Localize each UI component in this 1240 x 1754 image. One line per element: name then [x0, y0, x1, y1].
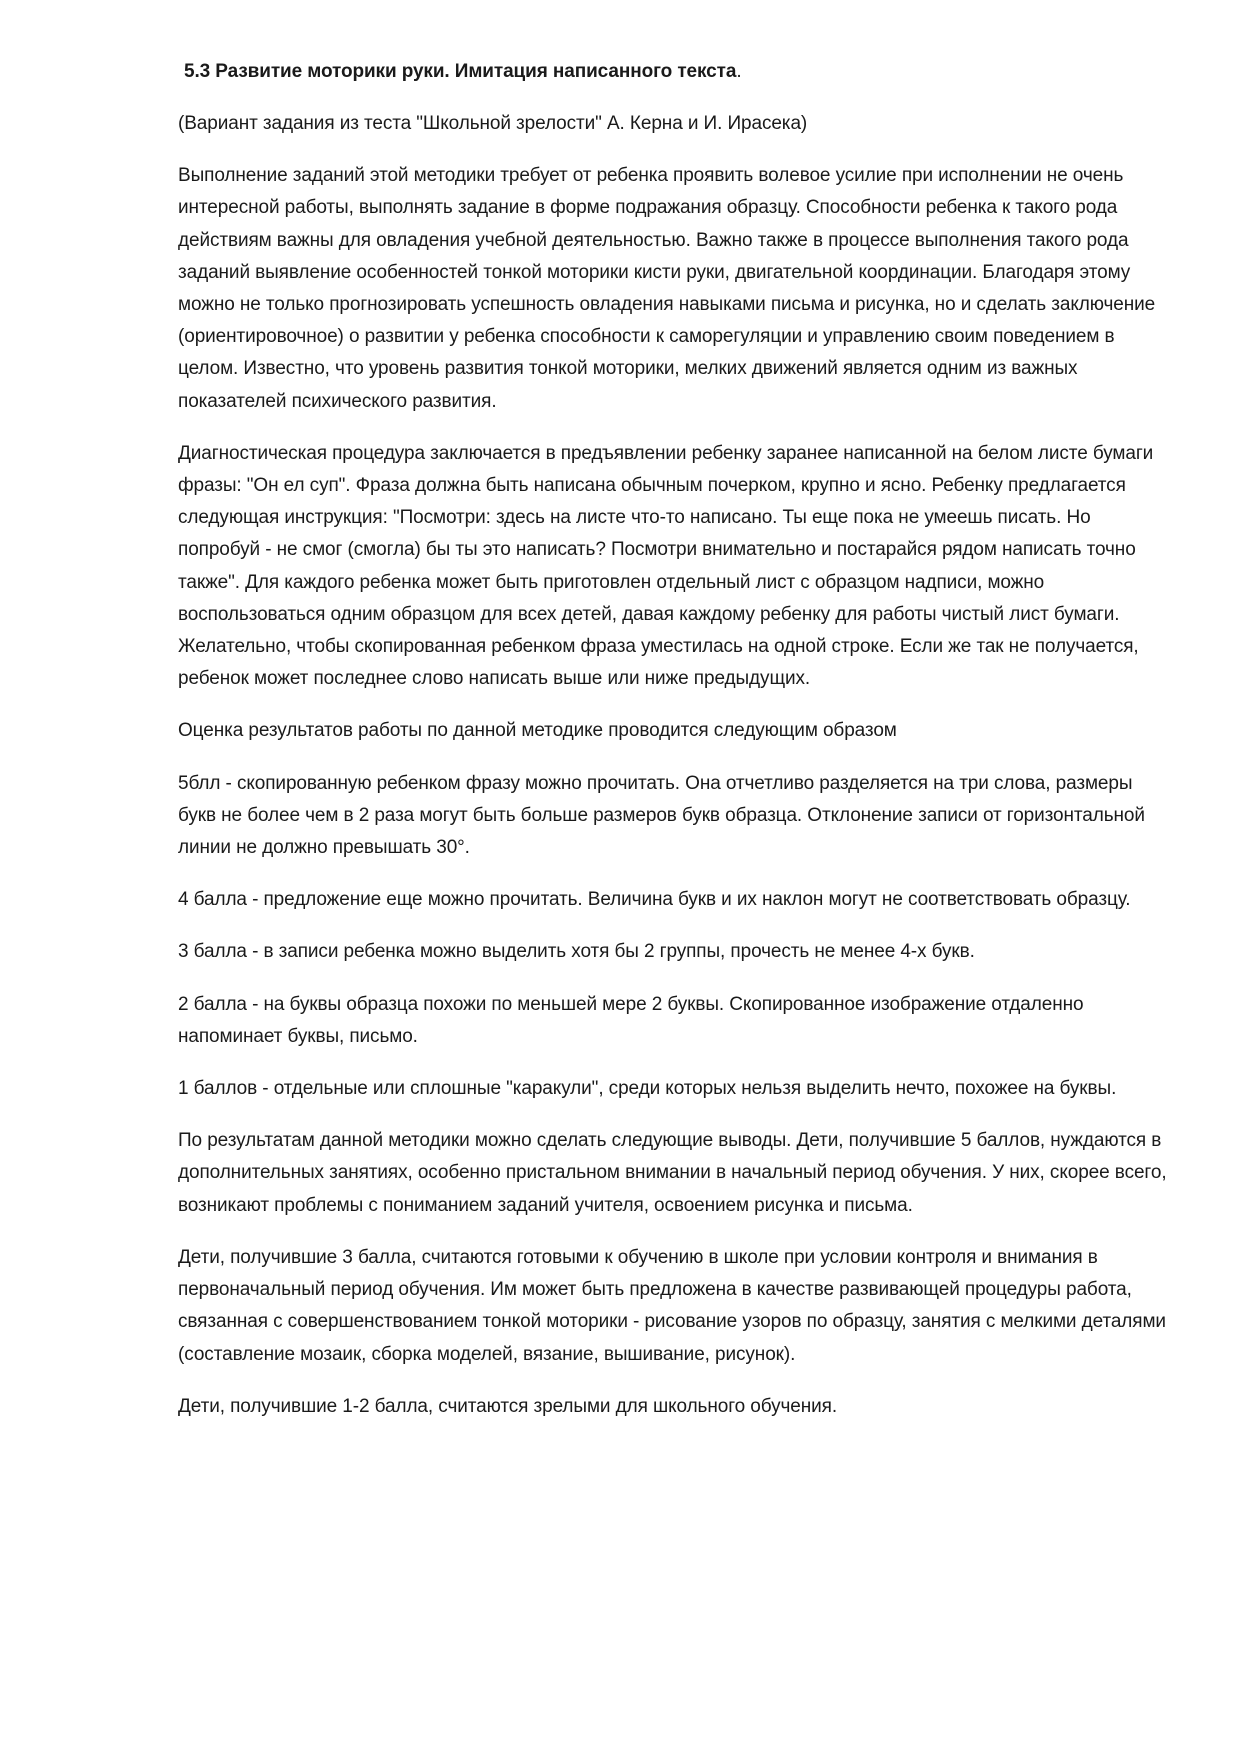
- paragraph-conclusions: По результатам данной методики можно сделать следующие выводы. Дети, получившие 5 баллов, нуждаются в дополнительных занятиях, особенно пристальном внимании в начальный период обучения. У них, скорее всего, возникают проблемы с пониманием заданий учителя, освоением рисунка и письма.: [178, 1130, 1167, 1216]
- paragraph-1-2-points: Дети, получившие 1-2 балла, считаются зрелыми для школьного обучения.: [178, 1395, 838, 1417]
- score-3-description: 3 балла - в записи ребенка можно выделить хотя бы 2 группы, прочесть не менее 4-х букв.: [178, 941, 975, 963]
- score-4-description: 4 балла - предложение еще можно прочитать. Величина букв и их наклон могут не соответствовать образцу.: [178, 889, 1131, 911]
- score-5-description: 5блл - скопированную ребенком фразу можно прочитать. Она отчетливо разделяется на три слова, размеры букв не более чем в 2 раза могут быть больше размеров букв образца. Отклонение записи от горизонтальной линии не должно превышать 30°.: [178, 772, 1145, 859]
- score-1-description: 1 баллов - отдельные или сплошные "каракули", среди которых нельзя выделить нечто, похожее на буквы.: [178, 1078, 1117, 1100]
- source-note: (Вариант задания из теста "Школьной зрелости" А. Керна и И. Ирасека): [178, 113, 808, 134]
- section-heading-period: .: [736, 61, 742, 82]
- paragraph-procedure: Диагностическая процедура заключается в предъявлении ребенку заранее написанной на белом листе бумаги фразы: "Он ел суп". Фраза должна быть написана обычным почерком, крупно и ясно. Ребенку предлагается следующая инструкция: "Посмотри: здесь на листе что-то написано. Ты еще пока не умеешь писать. Но попробуй - не смог (смогла) бы ты это написать? Посмотри внимательно и постарайся рядом написать точно также". Для каждого ребенка может быть приготовлен отдельный лист с образцом надписи, можно воспользоваться одним образцом для всех детей, давая каждому ребенку для работы чистый лист бумаги. Желательно, чтобы скопированная ребенком фраза уместилась на одной строке. Если же так не получается, ребенок может последнее слово написать выше или ниже предыдущих.: [178, 442, 1154, 690]
- section-heading: [184, 56, 1168, 88]
- document-body: [178, 56, 1168, 1443]
- paragraph-3-points: Дети, получившие 3 балла, считаются готовыми к обучению в школе при условии контроля и внимания в первоначальный период обучения. Им может быть предложена в качестве развивающей процедуры работа, связанная с совершенствованием тонкой моторики - рисование узоров по образцу, занятия с мелкими деталями (составление мозаик, сборка моделей, вязание, вышивание, рисунок).: [178, 1246, 1166, 1365]
- paragraph-method-description: Выполнение заданий этой методики требует от ребенка проявить волевое усилие при исполнении не очень интересной работы, выполнять задание в форме подражания образцу. Способности ребенка к такого рода действиям важны для овладения учебной деятельностью. Важно также в процессе выполнения такого рода заданий выявление особенностей тонкой моторики кисти руки, двигательной координации. Благодаря этому можно не только прогнозировать успешность овладения навыками письма и рисунка, но и сделать заключение (ориентировочное) о развитии у ребенка способности к саморегуляции и управлению своим поведением в целом. Известно, что уровень развития тонкой моторики, мелких движений является одним из важных показателей психического развития.: [178, 165, 1156, 412]
- score-2-description: 2 балла - на буквы образца похожи по меньшей мере 2 буквы. Скопированное изображение отдаленно напоминает буквы, письмо.: [178, 993, 1084, 1047]
- section-heading-text: 5.3 Развитие моторики руки. Имитация написанного текста: [184, 61, 737, 82]
- paragraph-scoring-intro: Оценка результатов работы по данной методике проводится следующим образом: [178, 720, 897, 742]
